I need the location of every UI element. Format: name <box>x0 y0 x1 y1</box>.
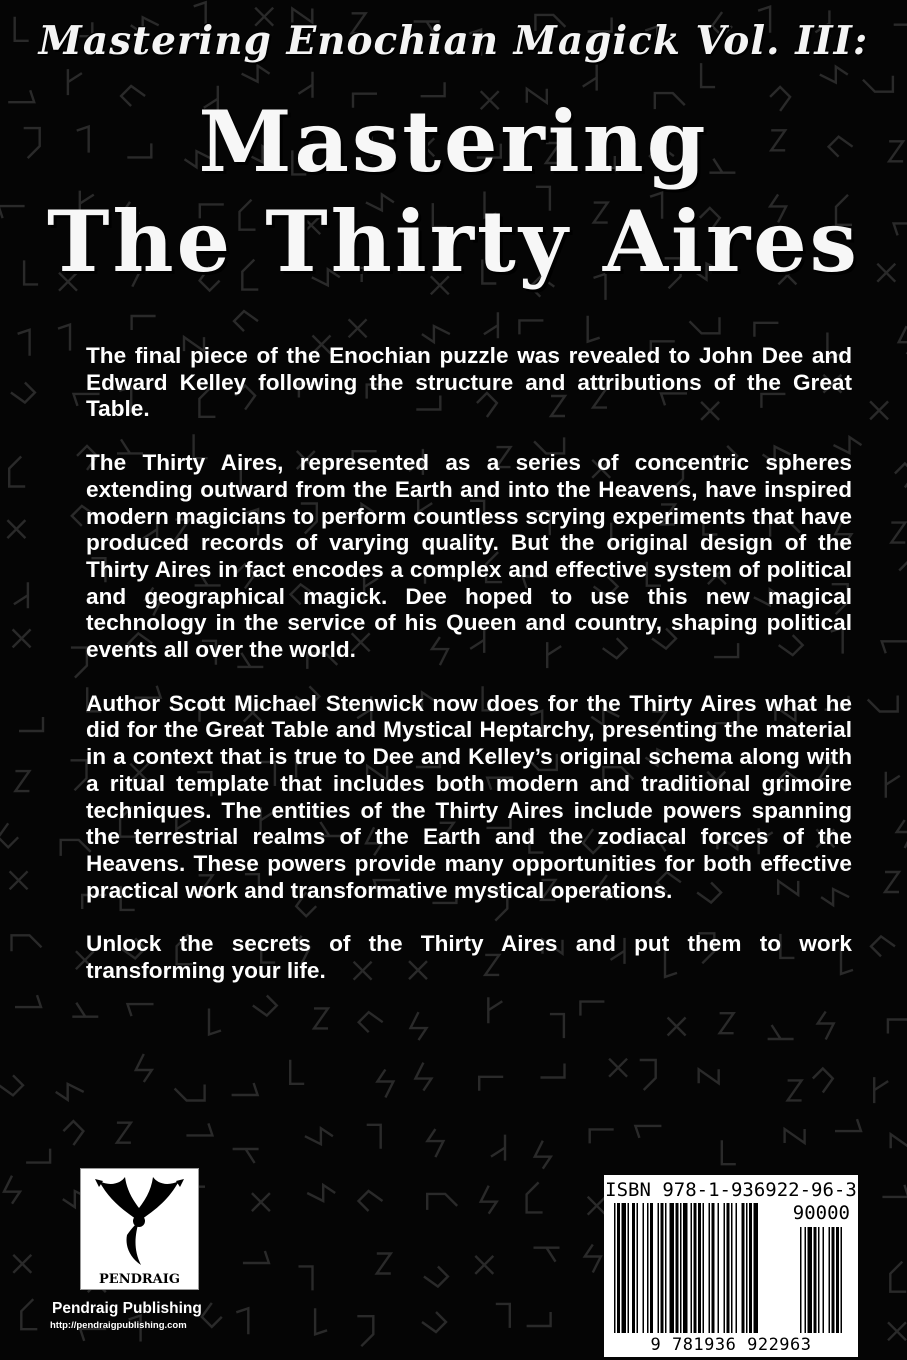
enochian-glyph <box>479 1077 503 1091</box>
enochian-glyph <box>871 936 895 956</box>
main-title-line-2: The Thirty Aires <box>47 192 860 291</box>
enochian-glyph <box>305 1128 333 1144</box>
enochian-glyph <box>175 1085 205 1101</box>
price-bar <box>836 1227 839 1333</box>
enochian-glyph <box>609 1059 627 1077</box>
enochian-glyph <box>640 1060 656 1090</box>
enochian-glyph <box>236 1308 248 1334</box>
enochian-glyph <box>585 1245 601 1273</box>
enochian-glyph <box>15 771 29 791</box>
enochian-glyph <box>71 760 87 790</box>
enochian-glyph <box>424 1267 448 1287</box>
enochian-glyph <box>63 1121 83 1145</box>
enochian-glyph <box>15 995 41 1007</box>
enochian-glyph <box>427 1194 457 1210</box>
price-bar <box>800 1227 802 1333</box>
barcode-bar <box>670 1203 675 1333</box>
barcode-bar <box>661 1203 664 1333</box>
enochian-glyph <box>720 1013 734 1033</box>
enochian-glyph <box>136 1054 152 1082</box>
back-cover-blurb <box>86 343 852 1012</box>
enochian-glyph <box>534 1248 560 1262</box>
enochian-glyph <box>9 457 25 487</box>
enochian-glyph <box>491 1135 505 1161</box>
enochian-glyph <box>243 1251 269 1263</box>
blurb-paragraph-1: The final piece of the Enochian puzzle was revealed to John Dee and Edward Kelley following the structure and attributions of the Great Table. <box>86 343 852 422</box>
barcode-bar <box>724 1203 726 1333</box>
enochian-glyph <box>527 1312 551 1326</box>
enochian-glyph <box>422 1312 446 1332</box>
enochian-glyph <box>357 1316 373 1346</box>
enochian-glyph <box>415 1063 431 1091</box>
barcode-bar <box>637 1203 639 1333</box>
enochian-glyph <box>891 523 905 543</box>
barcode-bar <box>691 1203 693 1333</box>
enochian-glyph <box>835 1119 861 1131</box>
publisher-logo <box>80 1168 199 1290</box>
enochian-glyph <box>588 1197 606 1215</box>
enochian-glyph <box>550 1014 564 1038</box>
enochian-glyph <box>885 872 899 892</box>
barcode-bar <box>754 1203 759 1333</box>
enochian-glyph <box>590 1129 614 1143</box>
enochian-glyph <box>882 641 907 653</box>
enochian-glyph <box>242 66 270 82</box>
enochian-glyph <box>868 696 898 712</box>
enochian-glyph <box>519 320 543 334</box>
price-bar <box>841 1227 843 1333</box>
enochian-glyph <box>13 1255 31 1273</box>
barcode-bar <box>614 1203 616 1333</box>
enochian-glyph <box>10 871 28 889</box>
price-bar <box>832 1227 835 1333</box>
dragon-triskele-icon <box>81 1169 198 1269</box>
enochian-glyph <box>21 1299 37 1329</box>
enochian-glyph <box>888 1322 906 1340</box>
barcode-bar <box>676 1203 679 1333</box>
barcode-bar <box>712 1203 715 1333</box>
enochian-glyph <box>13 629 31 647</box>
enochian-glyph <box>234 311 258 331</box>
barcode-bar <box>698 1203 701 1333</box>
enochian-glyph <box>186 1123 212 1135</box>
enochian-glyph <box>535 1141 551 1169</box>
enochian-glyph <box>754 323 778 337</box>
enochian-glyph <box>411 1012 427 1040</box>
enochian-glyph <box>899 561 907 585</box>
barcode-bar <box>703 1203 705 1333</box>
enochian-glyph <box>367 1125 381 1149</box>
enochian-glyph <box>768 1025 794 1039</box>
publisher-name: Pendraig Publishing <box>52 1300 202 1317</box>
isbn-label: ISBN 978-1-936922-96-3 <box>605 1179 857 1201</box>
barcode-bar <box>680 1203 682 1333</box>
enochian-glyph <box>19 717 43 731</box>
enochian-glyph <box>359 1012 383 1032</box>
enochian-glyph <box>475 1256 493 1274</box>
main-title-line-1: Mastering <box>198 92 709 191</box>
enochian-glyph <box>635 1126 661 1138</box>
barcode-bar <box>683 1203 688 1333</box>
enochian-glyph <box>377 1070 393 1098</box>
barcode-bar <box>749 1203 752 1333</box>
enochian-glyph <box>422 326 450 342</box>
barcode-bar <box>643 1203 645 1333</box>
enochian-glyph <box>701 63 715 87</box>
enochian-glyph <box>668 1018 686 1036</box>
barcode-bar <box>742 1203 745 1333</box>
enochian-glyph <box>299 1266 313 1290</box>
enochian-glyph <box>484 312 498 338</box>
enochian-glyph <box>588 316 600 342</box>
enochian-glyph <box>886 772 900 798</box>
enochian-glyph <box>583 65 597 91</box>
barcode-bar <box>647 1203 649 1333</box>
enochian-glyph <box>863 76 893 92</box>
enochian-glyph <box>882 1185 907 1197</box>
blurb-paragraph-2: The Thirty Aires, represented as a series of concentric spheres extending outward from the Earth and into the Heavens, have inspired modern magicians to perform countless scrying experiments that have produced records of varying quality. But the original design of the Thirty Aires in fact encodes a complex and effective system of political and geographical magick. Dee hoped to use this new magical technology in the service of his Queen and country, shaping political events all over the world. <box>86 450 852 663</box>
barcode-bar <box>622 1203 627 1333</box>
logo-wordmark: PENDRAIG <box>99 1272 180 1287</box>
enochian-glyph <box>359 1191 383 1211</box>
enochian-glyph <box>12 935 42 951</box>
enochian-glyph <box>818 1012 834 1040</box>
enochian-glyph <box>14 582 28 608</box>
enochian-glyph <box>895 464 907 488</box>
enochian-glyph <box>899 326 907 354</box>
enochian-glyph <box>7 520 25 538</box>
barcode-bar <box>617 1203 620 1333</box>
price-bar <box>814 1227 817 1333</box>
price-bar <box>818 1227 820 1333</box>
enochian-glyph <box>481 1186 497 1214</box>
price-bar <box>823 1227 825 1333</box>
blurb-paragraph-4: Unlock the secrets of the Thirty Aires and put them to work transforming your life. <box>86 931 852 984</box>
enochian-glyph <box>870 401 888 419</box>
enochian-glyph <box>18 330 30 356</box>
enochian-glyph <box>891 1134 907 1148</box>
enochian-glyph <box>820 67 848 83</box>
blurb-paragraph-3: Author Scott Michael Stenwick now does for the Thirty Aires what he did for the Great Table and Mystical Heptarchy, presenting the material in a context that is true to Dee and Kelley’s original schema along with a ritual template that includes both modern and traditional grimoire techniques. The entities of the Thirty Aires include powers spanning the terrestrial realms of the Earth and the zodiacal forces of the Heavens. These powers provide many opportunities for both effective practical work and transformative mystical operations. <box>86 690 852 903</box>
enochian-glyph <box>699 1069 719 1083</box>
isbn-barcode <box>604 1175 858 1357</box>
enochian-glyph <box>541 1064 565 1078</box>
enochian-glyph <box>58 325 70 351</box>
series-title: Mastering Enochian Magick Vol. III: <box>38 18 869 64</box>
enochian-glyph <box>56 1084 84 1100</box>
enochian-glyph <box>11 383 35 403</box>
barcode-bar <box>731 1203 733 1333</box>
barcode-bar <box>650 1203 653 1333</box>
enochian-glyph <box>427 1129 443 1157</box>
enochian-glyph <box>307 1185 335 1201</box>
enochian-glyph <box>117 1123 131 1143</box>
enochian-glyph <box>0 823 18 847</box>
enochian-glyph <box>349 319 367 337</box>
enochian-glyph <box>252 1193 270 1211</box>
price-code: 90000 <box>792 1202 850 1224</box>
enochian-glyph <box>496 1304 510 1328</box>
enochian-glyph <box>874 1077 888 1103</box>
enochian-glyph <box>788 1080 802 1100</box>
enochian-glyph <box>890 1262 906 1292</box>
barcode-bar <box>709 1203 711 1333</box>
enochian-glyph <box>233 1149 259 1163</box>
barcode-bar <box>658 1203 660 1333</box>
price-bar <box>808 1227 813 1333</box>
enochian-glyph <box>0 1075 23 1095</box>
enochian-glyph <box>690 317 720 333</box>
enochian-glyph <box>132 316 156 330</box>
enochian-glyph <box>71 648 87 678</box>
barcode-bar <box>632 1203 635 1333</box>
isbn-digits: 9 781936 922963 <box>650 1335 812 1355</box>
enochian-glyph <box>722 1140 736 1164</box>
barcode-bar <box>628 1203 630 1333</box>
enochian-glyph <box>290 1060 304 1084</box>
barcode-bar <box>718 1203 720 1333</box>
enochian-glyph <box>26 1149 50 1163</box>
barcode-bar <box>746 1203 748 1333</box>
enochian-glyph <box>897 820 907 848</box>
publisher-url: http://pendraigpublishing.com <box>50 1320 187 1331</box>
enochian-glyph <box>785 1129 805 1143</box>
price-bar <box>805 1227 807 1333</box>
barcode-bar <box>736 1203 738 1333</box>
enochian-glyph <box>527 1182 543 1212</box>
barcode-bar <box>694 1203 697 1333</box>
enochian-glyph <box>377 1254 391 1274</box>
enochian-glyph <box>209 1009 221 1035</box>
barcode-bar <box>665 1203 667 1333</box>
enochian-glyph <box>888 1020 907 1034</box>
enochian-glyph <box>4 1176 20 1204</box>
price-bar <box>829 1227 831 1333</box>
enochian-glyph <box>232 1083 258 1095</box>
barcode-bar <box>727 1203 730 1333</box>
enochian-glyph <box>315 1308 327 1334</box>
enochian-glyph <box>813 1069 833 1093</box>
